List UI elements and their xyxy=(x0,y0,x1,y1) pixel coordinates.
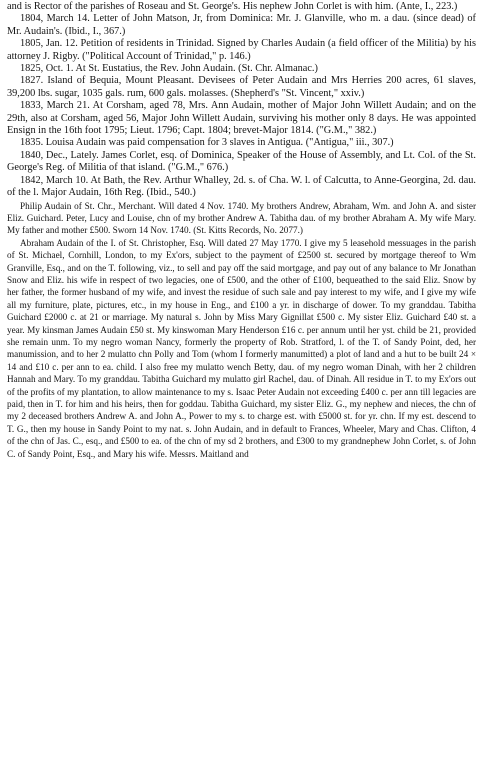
paragraph-1833: 1833, March 21. At Corsham, aged 78, Mrs. Ann Audain, mother of Major John Willett Audain; and on the 29th, also at Corsham, aged 56, Major John Willett Audain, surviving his mother only 8 days. He was appointed Ensign in the 16th foot 1795; Lieut. 1796; Capt. 1804; brevet-Major 1814. ("G.M.," 382.) xyxy=(7,100,476,137)
paragraph-will-abraham-audain: Abraham Audain of the I. of St. Christopher, Esq. Will dated 27 May 1770. I give my 5 leasehold messuages in the parish of St. Michael, Cornhill, London, to my Ex'ors, subject to the payment of £2500 st. secured by mortgage thereof to Wm Granville, Esq., and on the T. following, viz., to sell and pay off the said mortgage, and pay out of any balance to Mr Jonathan Snow and Eliz. his wife in respect of two legacies, one of £500, and the other of £100, bequeathed to the said Eliz. Snow by her father, the former husband of my wife, and invest the residue of such sale and pay interest to my wife, and I give my wife all my furniture, plate, pictures, etc., in my house in Eng., and £100 a yr. in discharge of dower. To my granddau. Tabitha Guichard £2000 c. at 21 or marriage. My natural s. John by Miss Mary Gignillat £500 c. My sister Eliz. Guichard £40 st. a year. My kinsman James Audain £50 st. My kinswoman Mary Henderson £16 c. per annum until her yst. child be 21, provided she remain unm. To my negro woman Nancy, formerly the property of Rob. Stratford, l. of the T. of Sandy Point, ded, her manumission, and to her 2 mulatto chn Polly and Tom (whom I formerly manumitted) a plot of land and a hut to be built 24 × 14 and £10 c. per ann to ea. child. I also free my mulatto wench Betty, dau. of my negro woman Dinah, with her 2 children Hannah and Mary. To my granddau. Tabitha Guichard my mulatto girl Rachel, dau. of Dinah. All residue in T. to my Ex'ors out of the profits of my plantation, to allow maintenance to my s. Isaac Peter Audain not exceeding £400 c. per ann till legacies are paid, then in T. for him and his heirs, then for goddau. Tabitha Guichard, my sister Eliz. G., my nephew and nieces, the chn of my 2 deceased brothers Andrew A. and John A., Power to my s. to charge est. with £5000 st. for yr. chn. If my est. descend to T. G., then my house in Sandy Point to my nat. s. John Audain, and in default to Frances, Wheeler, Mary and Chas. Clifton, 4 of the chn of Jas. C., esq., and £500 to ea. of the chn of my sd 2 brothers, and £300 to my grandnephew John Corlet, s. of John C. of Sandy Point, Esq., and Mary his wife. Messrs. Maitland and xyxy=(7,237,476,459)
paragraph-will-philip-audain: Philip Audain of St. Chr., Merchant. Will dated 4 Nov. 1740. My brothers Andrew, Abraham, Wm. and John A. and sister Eliz. Guichard. Peter, Lucy and Louise, chn of my brother Andrew A. Tabitha dau. of my brother Abraham A. My wife Mary. My father and mother £500. Sworn 14 Nov. 1740. (St. Kitts Records, No. 2077.) xyxy=(7,200,476,236)
paragraph-1805: 1805, Jan. 12. Petition of residents in Trinidad. Signed by Charles Audain (a field officer of the Militia) by his attorney J. Rigby. ("Political Account of Trinidad," p. 146.) xyxy=(7,38,476,62)
paragraph-1842: 1842, March 10. At Bath, the Rev. Arthur Whalley, 2d. s. of Cha. W. l. of Calcutta, to Anne-Georgina, 2d. dau. of the l. Major Audain, 16th Reg. (Ibid., 540.) xyxy=(7,174,476,199)
paragraph-1827: 1827. Island of Bequia, Mount Pleasant. Devisees of Peter Audain and Mrs Herries 200 acres, 61 slaves, 39,200 lbs. sugar, 1035 gals. rum, 600 gals. molasses. (Shepherd's "St. Vincent," xxiv.) xyxy=(7,75,476,99)
paragraph-1804: 1804, March 14. Letter of John Matson, Jr, from Dominica: Mr. J. Glanville, who m. a dau. (since dead) of Mr. Audain's. (Ibid., I., 367.) xyxy=(7,13,476,37)
paragraph-1835: 1835. Louisa Audain was paid compensation for 3 slaves in Antigua. ("Antigua," iii., 307.) xyxy=(20,137,394,149)
paragraph-corlet-nephew: and is Rector of the parishes of Roseau and St. George's. His nephew John Corlet is with him. (Ante, I., 223.) xyxy=(7,1,458,12)
paragraph-1840: 1840, Dec., Lately. James Corlet, esq. of Dominica, Speaker of the House of Assembly, and Lt. Col. of the St. George's Reg. of Militia of that island. ("G.M.," 676.) xyxy=(7,149,476,174)
paragraph-1825: 1825, Oct. 1. At St. Eustatius, the Rev. John Audain. (St. Chr. Almanac.) xyxy=(20,63,318,75)
